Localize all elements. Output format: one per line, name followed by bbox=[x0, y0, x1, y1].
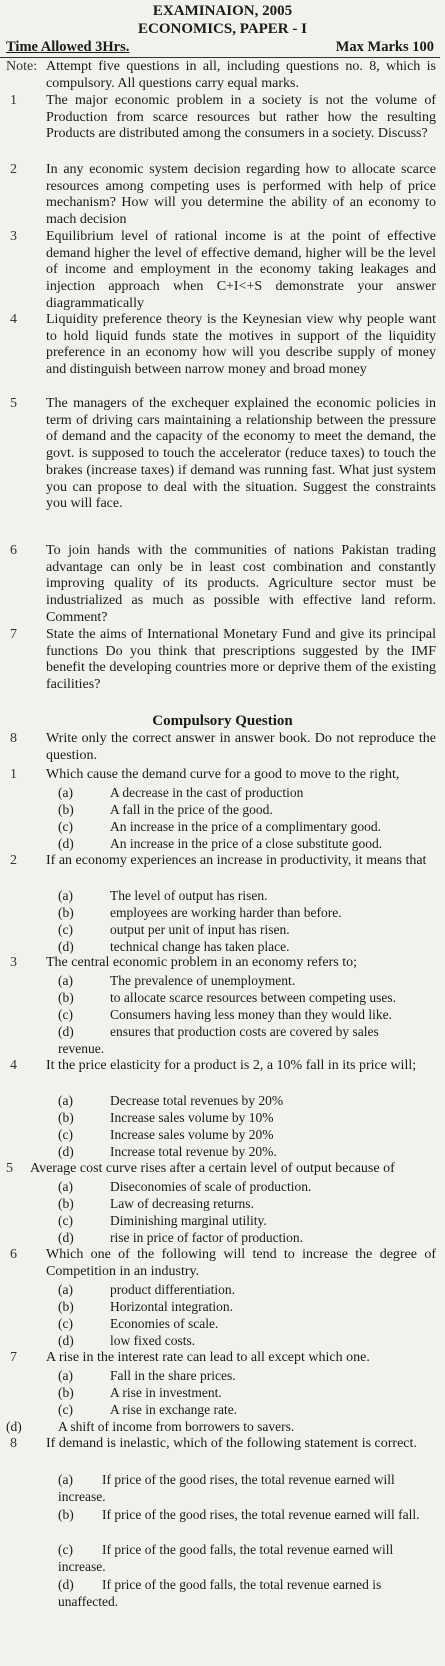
option-label: (d) bbox=[58, 1577, 74, 1592]
option-label: (b) bbox=[58, 802, 74, 817]
mcq-stem: Average cost curve rises after a certain level of output because of bbox=[30, 1161, 395, 1176]
compulsory-instruction: Write only the correct answer in answer book. Do not reproduce the question. bbox=[46, 731, 436, 763]
option-text: A rise in investment. bbox=[110, 1385, 222, 1400]
option-text: The prevalence of unemployment. bbox=[110, 973, 296, 988]
mcq-number: 2 bbox=[10, 853, 17, 868]
mcq-number: 5 bbox=[6, 1161, 13, 1176]
mcq-number: 4 bbox=[10, 1058, 17, 1073]
question-number: 2 bbox=[10, 162, 17, 177]
question-text: State the aims of International Monetary Fund and give its principal functions Do you think that prescriptions suggested by the IMF benefit the developing countries more or deprive them of the existing facilities? bbox=[46, 627, 436, 693]
mcq-stem: Which one of the following will tend to increase the degree of Competition in an industry. bbox=[46, 1247, 436, 1279]
option-text: A shift of income from borrowers to savers. bbox=[58, 1419, 295, 1434]
question-text: Equilibrium level of rational income is at the point of effective demand higher the level of effective demand, higher will be the level of income and employment in the economy taking leakages and injection approach when C+I<+S demonstrate your answer diagrammatically bbox=[46, 229, 436, 311]
option-text: technical change has taken place. bbox=[110, 939, 290, 954]
mcq-number: 8 bbox=[10, 1436, 17, 1451]
option-label: (a) bbox=[58, 1282, 73, 1297]
option-label: (d) bbox=[58, 1024, 74, 1039]
question-text: Liquidity preference theory is the Keynesian view why people want to hold liquid funds state the motives in support of the liquidity preference in an economy how will you describe supply of money and distinguish between narrow money and broad money bbox=[46, 312, 436, 378]
mcq-stem: If demand is inelastic, which of the following statement is correct. bbox=[46, 1436, 417, 1451]
option-label: (d) bbox=[58, 1333, 74, 1348]
question-number: 5 bbox=[10, 396, 17, 411]
option-text: Consumers having less money than they would like. bbox=[110, 1007, 392, 1022]
option-label: (a) bbox=[58, 888, 73, 903]
option-text: An increase in the price of a complimentary good. bbox=[110, 819, 382, 834]
option-label: (b) bbox=[58, 1507, 74, 1522]
option-label: (c) bbox=[58, 1127, 73, 1142]
option-text: Decrease total revenues by 20% bbox=[110, 1093, 284, 1108]
question-text: The major economic problem in a society is not the volume of Production from scarce resources but rather how the resulting Products are distributed among the consumers in a society. Discuss? bbox=[46, 93, 436, 142]
mcq-stem: Which cause the demand curve for a good to move to the right, bbox=[46, 767, 400, 782]
question-number: 3 bbox=[10, 229, 17, 244]
option-label: (b) bbox=[58, 990, 74, 1005]
option-label: (c) bbox=[58, 1316, 73, 1331]
option-text: to allocate scarce resources between competing uses. bbox=[110, 990, 396, 1005]
option-text: Diseconomies of scale of production. bbox=[110, 1179, 312, 1194]
option-label: (b) bbox=[58, 905, 74, 920]
question-text: To join hands with the communities of nations Pakistan trading advantage can only be in least cost combination and constantly improving quality of its products. Agriculture sector must be industrialized as much as possible with effective land reform. Comment? bbox=[46, 543, 436, 625]
option-text: low fixed costs. bbox=[110, 1333, 196, 1348]
header-divider bbox=[0, 57, 440, 58]
option-text: An increase in the price of a close substitute good. bbox=[110, 836, 383, 851]
option-label: (d) bbox=[58, 836, 74, 851]
option-label: (b) bbox=[58, 1110, 74, 1125]
option-label: (c) bbox=[58, 1402, 73, 1417]
option-text: Increase sales volume by 20% bbox=[110, 1127, 274, 1142]
mcq-number: 1 bbox=[10, 767, 17, 782]
paper-title: ECONOMICS, PAPER - I bbox=[138, 21, 307, 37]
question-number: 6 bbox=[10, 543, 17, 558]
question-text: In any economic system decision regarding how to allocate scarce resources among competing uses is performed with help of price mechanism? How will you determine the ability of an economy to mach decision bbox=[46, 162, 436, 228]
option-label: (b) bbox=[58, 1196, 74, 1211]
option-text: A rise in exchange rate. bbox=[110, 1402, 238, 1417]
option-text-continued: revenue. bbox=[58, 1041, 105, 1056]
time-allowed: Time Allowed 3Hrs. bbox=[6, 39, 130, 55]
exam-title: EXAMINAION, 2005 bbox=[152, 3, 293, 19]
option-text: output per unit of input has risen. bbox=[110, 922, 290, 937]
option-text: Horizontal integration. bbox=[110, 1299, 233, 1314]
option-text: employees are working harder than before. bbox=[110, 905, 342, 920]
question-number: 7 bbox=[10, 627, 17, 642]
option-label: (c) bbox=[58, 1542, 73, 1557]
option-text: If price of the good rises, the total revenue earned will increase. bbox=[58, 1472, 395, 1504]
option-label: (b) bbox=[58, 1385, 74, 1400]
mcq-stem: The central economic problem in an economy refers to; bbox=[46, 955, 357, 970]
option-label: (d) bbox=[6, 1419, 22, 1434]
option-label: (d) bbox=[58, 1230, 74, 1245]
option-text: rise in price of factor of production. bbox=[110, 1230, 304, 1245]
option-label: (a) bbox=[58, 1472, 73, 1487]
option-text: If price of the good falls, the total revenue earned is unaffected. bbox=[58, 1577, 382, 1609]
option-label: (a) bbox=[58, 785, 73, 800]
option-label: (a) bbox=[58, 973, 73, 988]
mcq-stem: A rise in the interest rate can lead to all except which one. bbox=[46, 1350, 370, 1365]
option-text: If price of the good falls, the total revenue earned will increase. bbox=[58, 1542, 394, 1574]
option-label: (a) bbox=[58, 1179, 73, 1194]
option-text: A fall in the price of the good. bbox=[110, 802, 273, 817]
option-label: (a) bbox=[58, 1368, 73, 1383]
option-label: (b) bbox=[58, 1299, 74, 1314]
option-label: (c) bbox=[58, 1007, 73, 1022]
question-number: 4 bbox=[10, 312, 17, 327]
option-label: (c) bbox=[58, 1213, 73, 1228]
option-text: The level of output has risen. bbox=[110, 888, 268, 903]
question-number: 1 bbox=[10, 93, 17, 108]
option-label: (d) bbox=[58, 1144, 74, 1159]
option-text: A decrease in the cast of production bbox=[110, 785, 304, 800]
option-label: (c) bbox=[58, 922, 73, 937]
option-text: Economies of scale. bbox=[110, 1316, 219, 1331]
mcq-number: 7 bbox=[10, 1350, 17, 1365]
mcq-stem: If an economy experiences an increase in productivity, it means that bbox=[46, 853, 427, 868]
compulsory-title: Compulsory Question bbox=[152, 713, 293, 729]
option-text: Law of decreasing returns. bbox=[110, 1196, 254, 1211]
mcq-number: 3 bbox=[10, 955, 17, 970]
note-label: Note: bbox=[6, 59, 38, 74]
mcq-stem: It the price elasticity for a product is 2, a 10% fall in its price will; bbox=[46, 1058, 417, 1073]
option-label: (d) bbox=[58, 939, 74, 954]
option-text: Increase total revenue by 20%. bbox=[110, 1144, 277, 1159]
max-marks: Max Marks 100 bbox=[335, 39, 434, 55]
option-text: Diminishing marginal utility. bbox=[110, 1213, 267, 1228]
option-label: (c) bbox=[58, 819, 73, 834]
mcq-number: 6 bbox=[10, 1247, 17, 1262]
option-text: Fall in the share prices. bbox=[110, 1368, 236, 1383]
option-label: (a) bbox=[58, 1093, 73, 1108]
option-text: Increase sales volume by 10% bbox=[110, 1110, 274, 1125]
question-number: 8 bbox=[10, 731, 17, 746]
note-text: Attempt five questions in all, including questions no. 8, which is compulsory. All questions carry equal marks. bbox=[46, 59, 436, 91]
option-text: ensures that production costs are covered by sales bbox=[110, 1024, 379, 1039]
question-text: The managers of the exchequer explained the economic policies in term of driving cars maintaining a relationship between the pressure of demand and the capacity of the economy to meet the demand, the govt. is supposed to touch the accelerator (reduce taxes) to touch the brakes (increase taxes) if demand was running fast. What just system you can propose to deal with the situation. Suggest the constraints you will face. bbox=[46, 396, 436, 512]
option-text: If price of the good rises, the total revenue earned will fall. bbox=[102, 1507, 420, 1522]
option-text: product differentiation. bbox=[110, 1282, 235, 1297]
